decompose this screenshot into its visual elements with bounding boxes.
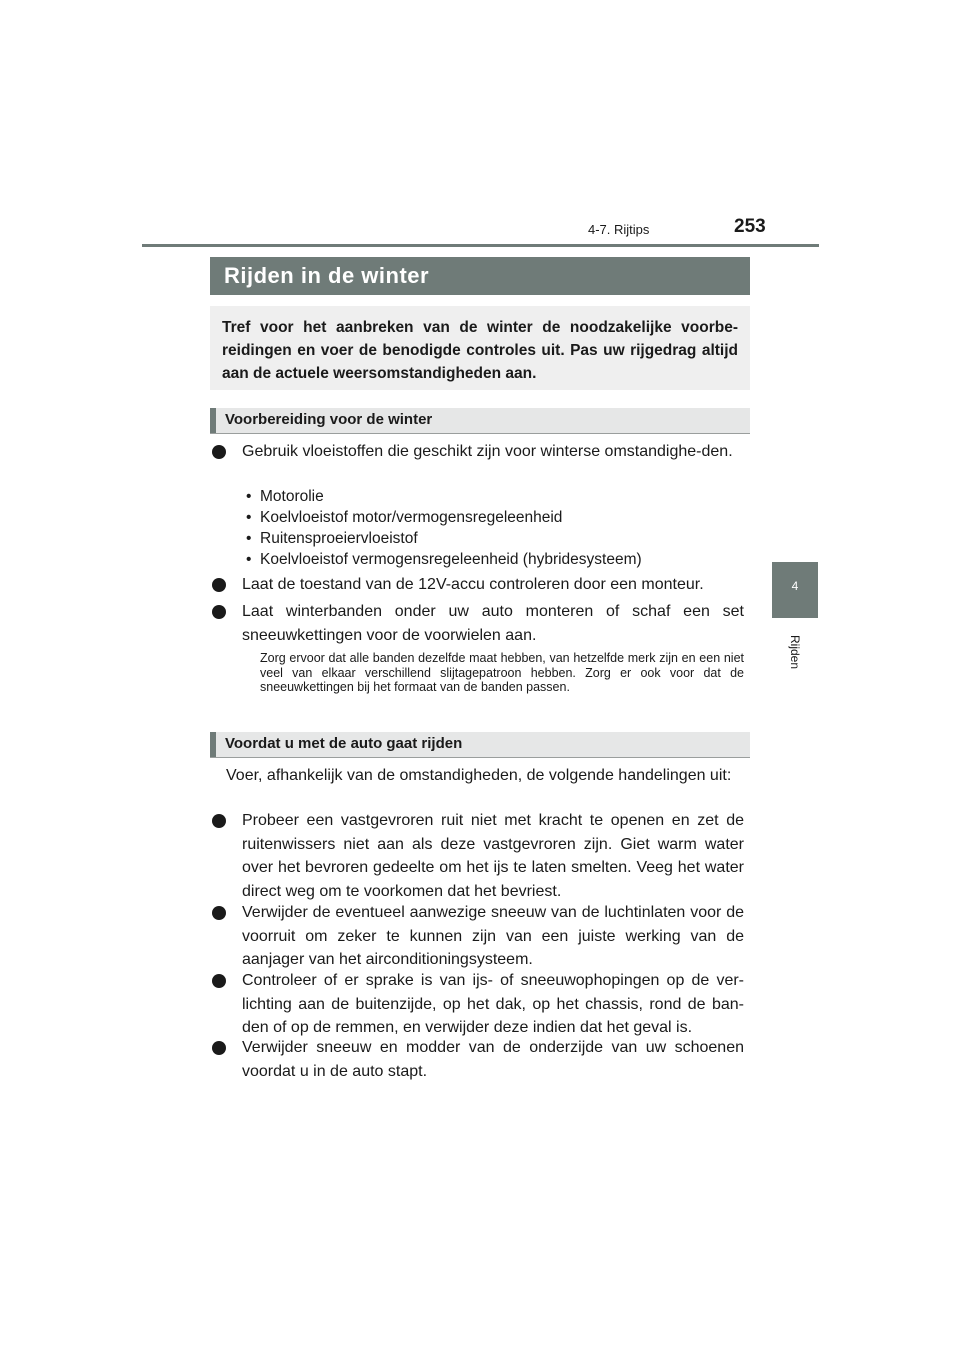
list-item-text: Koelvloeistof vermogensregeleenheid (hybridesysteem): [260, 551, 642, 568]
bullet-icon: [212, 906, 226, 920]
section-label: 4-7. Rijtips: [588, 222, 650, 237]
intro-text: Tref voor het aanbreken van de winter de noodzakelijke voorbe-reidingen en voer de benodigde controles uit. Pas uw rijgedrag altijd aan de actuele weersomstandigheden aan.: [210, 306, 750, 390]
bullet-icon: [212, 1041, 226, 1055]
bullet-icon: [212, 814, 226, 828]
list-item: • Motorolie: [246, 488, 324, 505]
bullet-icon: [212, 445, 226, 459]
bullet-shoes: Verwijder sneeuw en modder van de onderzijde van uw schoenen voordat u in de auto stapt.: [242, 1039, 744, 1080]
bullet-icon: [212, 578, 226, 592]
list-item-text: Koelvloeistof motor/vermogensregeleenheid: [260, 509, 563, 526]
section-heading-before-driving: Voordat u met de auto gaat rijden: [210, 732, 750, 757]
bullet-air-intake: Verwijder de eventueel aanwezige sneeuw van de luchtinlaten voor de voorruit om zeker te kunnen zijn van een juiste werking van de aanjager van het airconditioningsysteem.: [242, 904, 744, 968]
bullet-fluids: Gebruik vloeistoffen die geschikt zijn voor winterse omstandighe-den.: [242, 443, 733, 460]
chapter-label: Rijden: [788, 634, 802, 670]
bullet-icon: [212, 605, 226, 619]
list-item-text: Motorolie: [260, 488, 324, 505]
header-divider: [142, 244, 819, 247]
page-title: Rijden in de winter: [210, 257, 750, 295]
bullet-frozen-window: Probeer een vastgevroren ruit niet met kracht te openen en zet de ruitenwissers niet aan als deze vastgevroren zijn. Giet warm water over het bevroren gedeelte om het ijs te laten smelten. Veeg het water direct weg om te voorkomen dat het bevriest.: [242, 812, 744, 900]
bullet-battery: Laat de toestand van de 12V-accu controleren door een monteur.: [242, 576, 704, 593]
section-divider: [210, 757, 750, 758]
tire-note: Zorg ervoor dat alle banden dezelfde maat hebben, van hetzelfde merk zijn en een niet veel van elkaar verschillend slijtagepatroon hebben. Zorg er ook voor dat de sneeuwkettingen bij het formaat van de banden passen.: [260, 651, 744, 694]
section-divider: [210, 433, 750, 434]
list-item: • Ruitensproeiervloeistof: [246, 530, 418, 547]
list-item: • Koelvloeistof motor/vermogensregeleenheid: [246, 509, 563, 526]
list-item-text: Ruitensproeiervloeistof: [260, 530, 418, 547]
bullet-icon: [212, 974, 226, 988]
chapter-number: 4: [791, 579, 799, 593]
bullet-ice-check: Controleer of er sprake is van ijs- of sneeuwophopingen op de ver-lichting aan de buitenzijde, op het dak, op het chassis, rond de ban-den of op de remmen, en verwijder deze indien dat het geval is.: [242, 972, 744, 1036]
page-number: 253: [734, 216, 766, 237]
bullet-tires: Laat winterbanden onder uw auto monteren of schaf een set sneeuwkettingen voor de voorwielen aan.: [242, 603, 744, 644]
list-item: • Koelvloeistof vermogensregeleenheid (hybridesysteem): [246, 551, 642, 568]
section-intro: Voer, afhankelijk van de omstandigheden, de volgende handelingen uit:: [226, 767, 732, 784]
section-heading-preparation: Voorbereiding voor de winter: [210, 408, 750, 433]
